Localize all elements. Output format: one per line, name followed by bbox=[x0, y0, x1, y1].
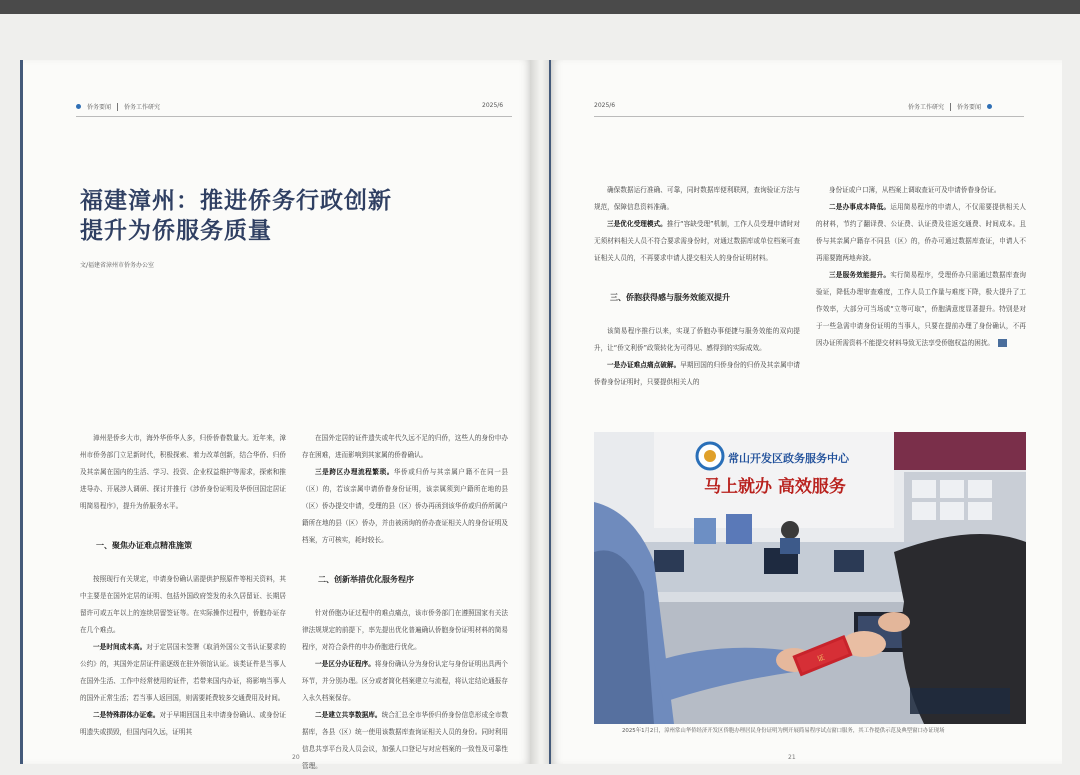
right-page-header bbox=[908, 102, 992, 111]
section-heading: 一、聚焦办证难点精准施策 bbox=[96, 541, 192, 550]
paragraph-body: 对于定居国未签署《取消外国公文书认证要求的公约》的，其国外定居证件需逐级在驻外领馆认证。该类证件是当事人在国外生活、工作中经常使用的证件，若带来国内办证，将影响当事人的国外正常生活；若当事人返回国，则需要耗费较多交通费用及时间。 bbox=[80, 643, 287, 702]
paragraph-lead: 二是特殊群体办证难。 bbox=[93, 711, 160, 719]
paragraph-body: 运用简易程序的申请人，不仅需要提供相关人的材料，节约了翻译费、公证费、认证费及往返交通费、时间成本。且侨与其亲属户籍存不同县（区）的，侨办可通过数据库查证，申请人不再需要跑两地奔波。 bbox=[816, 203, 1027, 262]
paragraph-body: 华侨或归侨与其亲属户籍不在同一县（区）的，若该亲属申请侨眷身份证明，该亲属须到户籍所在地的县（区）侨办提交申请，受理的县（区）侨办再函到该华侨或归侨所属户籍所在地的县（区）侨办，并由被函询的侨办查证相关人的身份证明及档案，方可核实，耗时较长。 bbox=[302, 468, 509, 544]
header-column: 侨务工作研究 bbox=[908, 104, 945, 111]
right-edge-bar bbox=[549, 60, 551, 764]
title-line-2: 提升为侨服务质量 bbox=[80, 218, 272, 244]
page-number: 21 bbox=[788, 754, 796, 761]
right-page-issue bbox=[594, 102, 615, 109]
paragraph-lead: 二是建立共享数据库。 bbox=[315, 711, 382, 719]
paragraph-lead: 一是时间成本高。 bbox=[93, 643, 147, 651]
header-rule bbox=[76, 116, 512, 117]
right-page bbox=[552, 60, 1062, 764]
paragraph-body: 统合汇总全市华侨归侨身份信息形成全市数据库，各县（区）统一使用该数据库查询证相关人员的身份。同时利用信息共享平台及人员会议，加强人口登记与对应档案的一致性及可靠性管理。 bbox=[302, 711, 509, 770]
paragraph bbox=[594, 357, 800, 391]
paragraph: 漳州是侨乡大市，海外华侨华人多，归侨侨眷数量大。近年来，漳州市侨务部门立足新时代，积极探索、着力改革创新，结合华侨、归侨及其亲属在国内的生活、学习、投资、企业权益维护等需求，探索和推进导办、开展涉人调研、探讨并推行《涉侨身份证明及华侨回国定居证明简易程序》，提升为侨服务水平。 bbox=[80, 434, 286, 510]
header-separator bbox=[950, 103, 951, 111]
paragraph-body: 实行简易程序，受理侨办只需通过数据库查询验证，降低办理审查难度，工作人员工作量与难度下降，极大提升了工作效率，大部分可当场或“立等可取”，侨胞满意度显著提升。特别是对于一些急需申请身份证明的当事人，只要在提前办理了身份确认，不再因办证所需资料不能提交材料导致无法享受侨胞权益的困扰。 bbox=[816, 271, 1027, 347]
paragraph bbox=[594, 216, 800, 267]
article-photo bbox=[594, 432, 1026, 724]
photo-scene bbox=[594, 432, 1026, 724]
paragraph bbox=[816, 199, 1026, 267]
paragraph bbox=[302, 707, 508, 775]
paragraph bbox=[302, 464, 508, 549]
paragraph: 在国外定居的证件遗失或年代久远不足的归侨，这些人的身份申办存在困难，进而影响到其家属的侨眷确认。 bbox=[302, 434, 508, 459]
end-mark-icon bbox=[998, 339, 1007, 347]
issue-label: 2025/6 bbox=[482, 102, 504, 109]
left-page bbox=[20, 60, 530, 770]
paragraph-lead: 一是区分办证程序。 bbox=[315, 660, 375, 668]
left-column-1 bbox=[80, 430, 286, 741]
header-separator bbox=[117, 103, 118, 111]
paragraph-body: 将身份确认分为身份认定与身份证明出具两个环节，并分别办理。区分或者简化档案建立与流程，将认定结论通报存入永久档案保存。 bbox=[302, 660, 509, 702]
left-column-2 bbox=[302, 430, 508, 775]
header-section: 侨务要闻 bbox=[957, 104, 982, 111]
banner-line-2: 马上就办 高效服务 bbox=[704, 477, 846, 497]
header-section: 侨务要闻 bbox=[87, 104, 112, 111]
article-author: 文/福建省漳州市侨务办公室 bbox=[80, 262, 155, 269]
booklet-label: 证 bbox=[816, 653, 826, 664]
paragraph: 身份证或户口簿，从档案上调取查证可及申请侨眷身份证。 bbox=[829, 186, 1001, 194]
paragraph: 针对侨胞办证过程中的难点痛点，该市侨务部门在遵照国家有关法律法规规定的前提下，率先提出优化普遍确认侨胞身份证明材料的简易程序，对符合条件的申办侨胞进行优化。 bbox=[302, 609, 508, 651]
right-column-1 bbox=[594, 182, 800, 391]
paragraph: 确保数据运行准确、可靠，同时数据库便利联网，查询验证方法与规范，保障信息资料准确。 bbox=[594, 186, 800, 211]
title-line-1: 福建漳州：推进侨务行政创新 bbox=[80, 188, 392, 214]
header-dot-icon bbox=[987, 104, 992, 109]
paragraph bbox=[302, 656, 508, 707]
section-heading: 二、创新举措优化服务程序 bbox=[318, 575, 414, 584]
header-column: 侨务工作研究 bbox=[124, 104, 161, 111]
issue-label: 2025/6 bbox=[594, 102, 616, 109]
paragraph: 该简易程序推行以来，实现了侨胞办事便捷与服务效能的双向提升，让“侨文利侨”政策转化为可得见、感得到的实际成效。 bbox=[594, 327, 800, 352]
paragraph bbox=[816, 267, 1026, 352]
left-edge-bar bbox=[20, 60, 23, 764]
left-page-header bbox=[76, 102, 160, 111]
paragraph-lead: 二是办事成本降低。 bbox=[829, 203, 891, 211]
paragraph-body: 早期回国的归侨身份的归侨及其亲属申请侨眷身份证明时，只要提供相关人的 bbox=[594, 361, 801, 386]
paragraph-body: 推行“容缺受理”机制，工作人员受理申请时对无须材料相关人员不符合要求需身份时，对通过数据库或单位档案可查证相关人员的，不再要求申请人提交相关人的身份证明材料。 bbox=[594, 220, 800, 262]
paragraph bbox=[80, 707, 286, 741]
banner-line-1: 常山开发区政务服务中心 bbox=[728, 452, 849, 465]
paragraph-lead: 三是跨区办理流程繁琐。 bbox=[315, 468, 394, 476]
photo-caption: 2025年1月2日，漳州常山华侨经济开发区侨胞办理居民身份证明为例开展简易程序试点窗口服务，其工作提供示范及典型窗口办证现场 bbox=[622, 728, 945, 734]
header-rule bbox=[594, 116, 1024, 117]
paragraph-body: 对于早期回国且未申请身份确认、或身份证明遗失或损毁，但国内同久远，证明其 bbox=[80, 711, 287, 736]
paragraph-lead: 三是服务效能提升。 bbox=[829, 271, 891, 279]
left-page-issue bbox=[482, 102, 503, 109]
window-topbar bbox=[0, 0, 1080, 14]
section-heading: 三、侨胞获得感与服务效能双提升 bbox=[610, 293, 730, 302]
paragraph bbox=[80, 639, 286, 707]
paragraph: 按照现行有关规定，申请身份确认需提供护照原件等相关资料，其中主要是在国外定居的证明、包括外国政府签发的永久居留证、长期居留许可或五年以上的连续居留签证等。在实际操作过程中，侨胞办证存在几个难点。 bbox=[80, 575, 286, 634]
header-dot-icon bbox=[76, 104, 81, 109]
paragraph-lead: 三是优化受理模式。 bbox=[607, 220, 667, 228]
right-column-2 bbox=[816, 182, 1026, 352]
article-title bbox=[80, 186, 480, 246]
page-number: 20 bbox=[292, 754, 300, 761]
paragraph-lead: 一是办证难点痛点破解。 bbox=[607, 361, 681, 369]
